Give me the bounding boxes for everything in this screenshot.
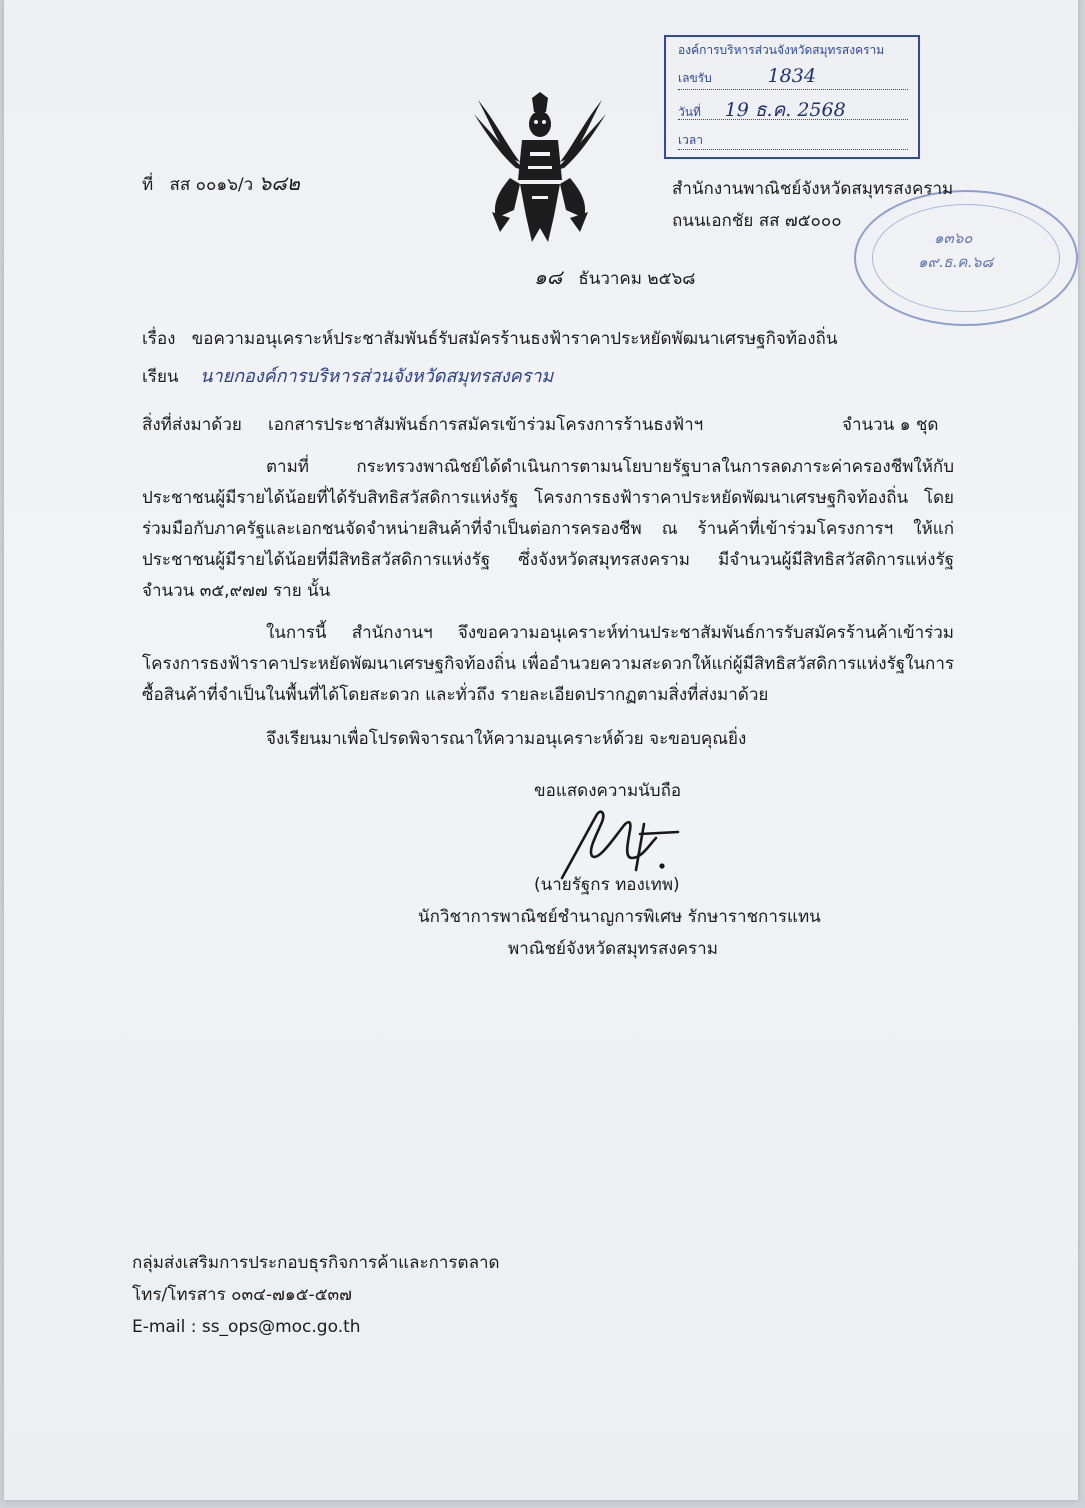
subject-line [142,328,837,350]
sender-address: ถนนเอกชัย สส ๗๕๐๐๐ [672,211,842,231]
receipt-stamp-date-row [678,95,908,120]
paragraph-2-text: ในการนี้ สำนักงานฯ จึงขอความอนุเคราะห์ท่านประชาสัมพันธ์การรับสมัครร้านค้าเข้าร่วมโครงการธงฟ้าราคาประหยัดพัฒนาเศรษฐกิจท้องถิ่น เพื่ออำนวยความสะดวกให้แก่ผู้มีสิทธิสวัสดิการแห่งรัฐในการซื้อสินค้าที่จำเป็นในพื้นที่ได้โดยสะดวก และทั่วถึง รายละเอียดปรากฏตามสิ่งที่ส่งมาด้วย [142,623,954,705]
ref-hand-number: ๖๘๒ [258,171,300,195]
footer-group: กลุ่มส่งเสริมการประกอบธุรกิจการค้าและการตลาด [132,1253,500,1273]
handwritten-signature [552,804,682,884]
letter-date [534,266,695,290]
footer-phone: โทร/โทรสาร ๐๓๔-๗๑๕-๕๓๗ [132,1285,352,1305]
round-stamp-line1: ๑๓๖๐ [934,229,973,247]
received-time-label: เวลา [678,133,703,147]
subject-text: ขอความอนุเคราะห์ประชาสัมพันธ์รับสมัครร้านธงฟ้าราคาประหยัดพัฒนาเศรษฐกิจท้องถิ่น [191,329,838,349]
receipt-stamp-org: องค์การบริหารส่วนจังหวัดสมุทรสงคราม [678,43,885,57]
receipt-stamp-time-row [678,131,908,150]
signer-position-2: พาณิชย์จังหวัดสมุทรสงคราม [508,939,718,959]
to-label: เรียน [142,367,179,387]
ref-number: สส ๐๐๑๖/ว [169,175,254,195]
received-date-value: 19 ธ.ค. 2568 [724,99,846,121]
footer-email: E-mail : ss_ops@moc.go.th [132,1317,361,1337]
subject-label: เรื่อง [142,329,176,349]
date-day: ๑๘ [534,265,563,289]
receipt-stamp-number-row [678,65,908,90]
to-recipient: นายกองค์การบริหารส่วนจังหวัดสมุทรสงคราม [200,366,554,387]
receipt-stamp [664,35,920,159]
received-no-value: 1834 [767,65,816,87]
round-stamp [854,190,1078,326]
body-paragraph-1 [142,452,954,607]
date-month-year: ธันวาคม ๒๕๖๘ [578,269,696,289]
body-paragraph-2 [142,618,954,711]
signer-name: (นายรัฐกร ทองเทพ) [534,875,680,895]
paragraph-1-text: ตามที่ กระทรวงพาณิชย์ได้ดำเนินการตามนโยบายรัฐบาลในการลดภาระค่าครองชีพให้กับประชาชนผู้มีรายได้น้อยที่ได้รับสิทธิสวัสดิการแห่งรัฐ โครงการธงฟ้าราคาประหยัดพัฒนาเศรษฐกิจท้องถิ่น โดยร่วมมือกับภาครัฐและเอกชนจัดจำหน่ายสินค้าที่จำเป็นต่อการครองชีพ ณ ร้านค้าที่เข้าร่วมโครงการฯ ให้แก่ประชาชนผู้มีรายได้น้อยที่มีสิทธิสวัสดิการแห่งรัฐ ซึ่งจังหวัดสมุทรสงคราม มีจำนวนผู้มีสิทธิสวัสดิการแห่งรัฐ จำนวน ๓๕,๙๗๗ ราย นั้น [142,457,954,601]
to-line [142,366,553,388]
garuda-emblem-icon [470,92,610,242]
letter-page [4,0,1078,1500]
regards: ขอแสดงความนับถือ [534,781,682,801]
received-no-label: เลขรับ [678,71,712,85]
sender-office: สำนักงานพาณิชย์จังหวัดสมุทรสงคราม [672,179,954,199]
ref-label: ที่ [142,175,154,195]
round-stamp-line2: ๑๙.ธ.ค.๖๘ [918,253,994,271]
signer-position-1: นักวิชาการพาณิชย์ชำนาญการพิเศษ รักษาราชการแทน [418,907,821,927]
enclosure-label: สิ่งที่ส่งมาด้วย [142,415,242,435]
enclosure-qty: จำนวน ๑ ชุด [842,415,939,435]
closing-line: จึงเรียนมาเพื่อโปรดพิจารณาให้ความอนุเคราะห์ด้วย จะขอบคุณยิ่ง [266,729,747,749]
ref-line [142,172,300,196]
received-date-label: วันที่ [678,105,701,119]
enclosure-text: เอกสารประชาสัมพันธ์การสมัครเข้าร่วมโครงการร้านธงฟ้าฯ [268,415,704,435]
